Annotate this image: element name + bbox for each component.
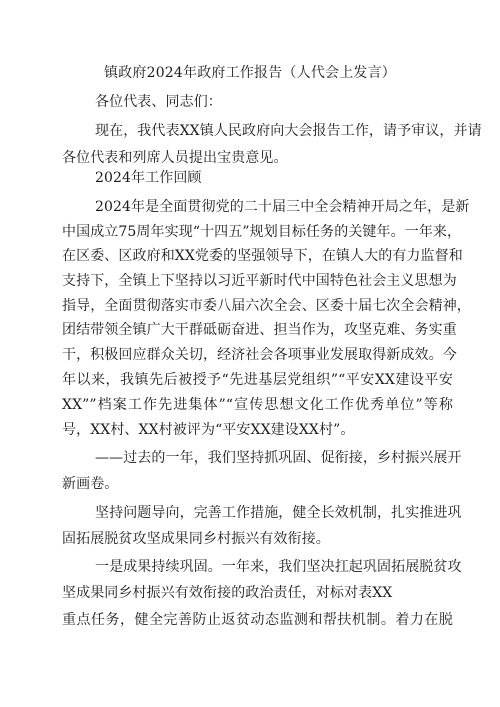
past-year-line-1: ——过去的一年，我们坚持抓巩固、促衔接，乡村振兴展开 — [95, 450, 462, 466]
achievement-line-2: 坚成果同乡村振兴有效衔接的政治责任，对标对表XX — [62, 585, 393, 601]
review-line-4: 支持下，全镇上下坚持以习近平新时代中国特色社会主义思想为 — [62, 273, 457, 289]
review-line-1: 2024年是全面贯彻党的二十届三中全会精神开局之年，是新 — [95, 199, 470, 215]
review-line-10: 号，XX村、XX村被评为“平安XX建设XX村”。 — [62, 422, 355, 438]
review-line-8: 年以来，我镇先后被授予“先进基层党组织”“平安XX建设平安 — [62, 372, 453, 388]
review-line-3: 在区委、区政府和XX党委的坚强领导下，在镇人大的有力监督和 — [62, 248, 463, 264]
problem-line-2: 固拓展脱贫攻坚成果同乡村振兴有效衔接。 — [62, 531, 330, 547]
section-heading: 2024年工作回顾 — [95, 170, 202, 186]
review-line-9: XX””档案工作先进集体”“宣传思想文化工作优秀单位”等称 — [62, 397, 453, 413]
intro-line-1: 现在，我代表XX镇人民政府向大会报告工作，请予审议，并请 — [95, 123, 482, 139]
achievement-line-3: 重点任务，健全完善防止返贫动态监测和帮扶机制。着力在脱 — [62, 612, 453, 628]
review-line-2: 中国成立75周年实现“十四五”规划目标任务的关键年。一年来， — [62, 224, 462, 240]
problem-line-1: 坚持问题导向，完善工作措施，健全长效机制，扎实推进巩 — [95, 505, 462, 521]
intro-line-2: 各位代表和列席人员提出宝贵意见。 — [62, 150, 288, 166]
document-title: 镇政府2024年政府工作报告（人代会上发言） — [103, 65, 397, 81]
review-line-5: 指导，全面贯彻落实市委八届六次全会、区委十届七次全会精神， — [62, 298, 471, 314]
achievement-line-1: 一是成果持续巩固。一年来，我们坚决扛起巩固拓展脱贫攻 — [95, 559, 462, 575]
review-line-7: 干，积极回应群众关切，经济社会各项事业发展取得新成效。今 — [62, 347, 457, 363]
past-year-line-2: 新画卷。 — [62, 476, 119, 492]
review-line-6: 团结带领全镇广大干群砥砺奋进、担当作为，攻坚克难、务实重 — [62, 322, 457, 338]
greeting: 各位代表、同志们： — [95, 94, 222, 110]
